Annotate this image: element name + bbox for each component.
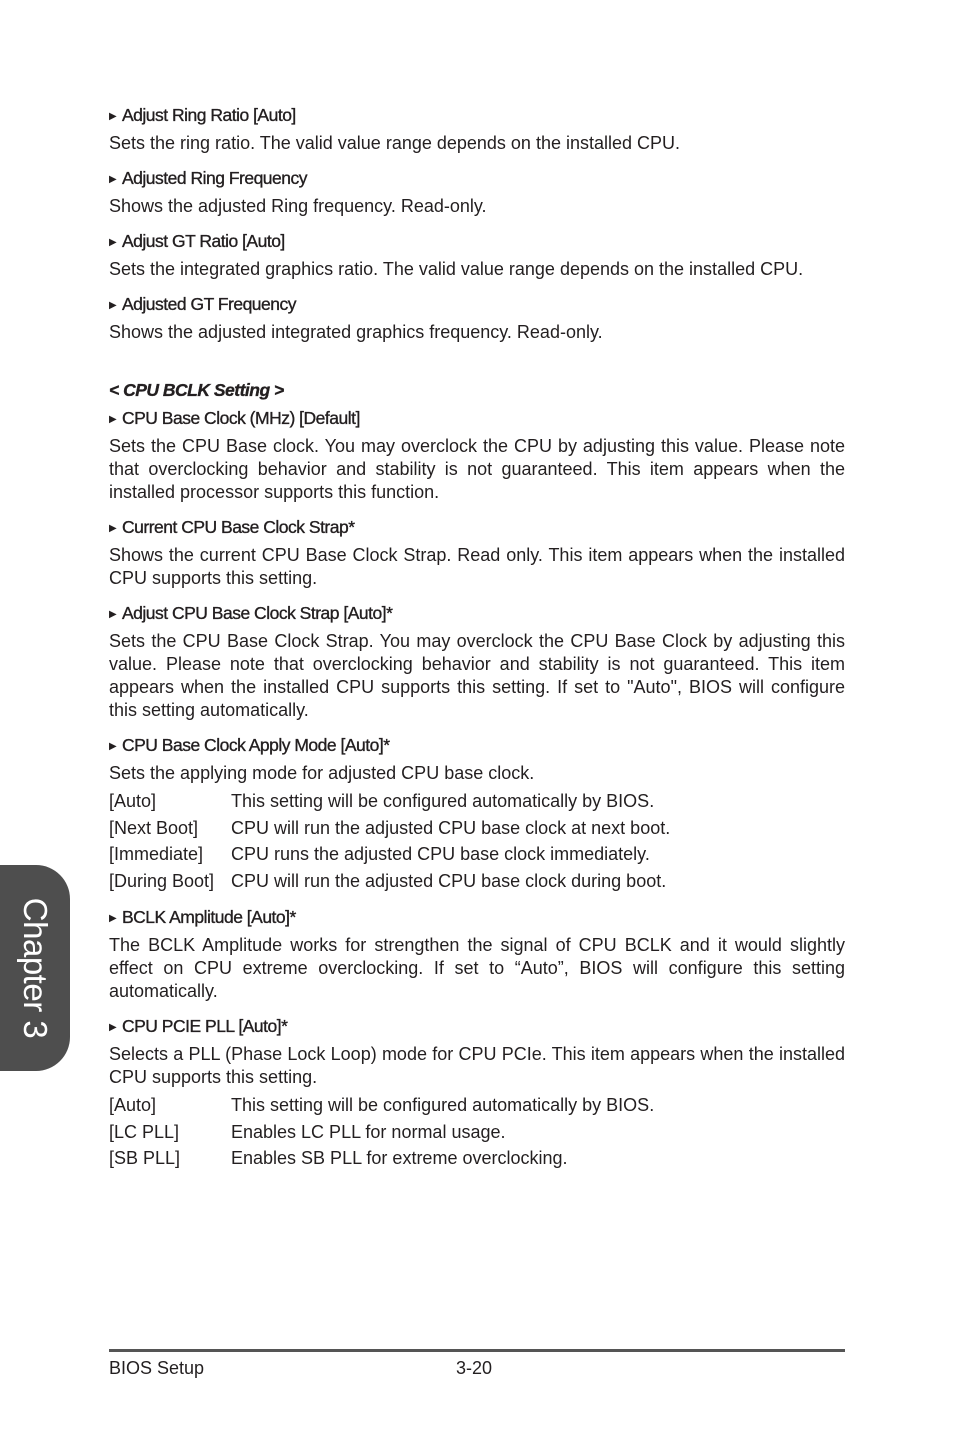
setting-title: Adjusted Ring Frequency <box>122 168 307 188</box>
setting-adjust-gt-ratio <box>109 230 845 281</box>
option-text: This setting will be configured automatically by BIOS. <box>231 791 655 811</box>
setting-title: Current CPU Base Clock Strap* <box>122 517 355 537</box>
setting-current-cpu-base-clock-strap <box>109 516 845 590</box>
setting-description: Selects a PLL (Phase Lock Loop) mode for CPU PCIe. This item appears when the installed CPU supports this setting. <box>109 1044 845 1087</box>
option-key: [SB PLL] <box>109 1148 181 1168</box>
option-key: [During Boot] <box>109 870 215 891</box>
setting-title: Adjusted GT Frequency <box>122 294 296 314</box>
option-text: CPU runs the adjusted CPU base clock immediately. <box>231 844 650 864</box>
option-text: CPU will run the adjusted CPU base clock during boot. <box>231 870 667 891</box>
setting-description: Shows the adjusted integrated graphics frequency. Read-only. <box>109 322 603 342</box>
option-text: This setting will be configured automatically by BIOS. <box>231 1095 655 1115</box>
option-table <box>109 1092 654 1172</box>
setting-title: CPU PCIE PLL [Auto]* <box>122 1016 288 1036</box>
setting-heading <box>109 293 845 317</box>
setting-heading <box>109 906 845 930</box>
triangle-bullet-icon: ▶ <box>109 111 117 122</box>
option-row <box>109 1119 654 1146</box>
setting-adjusted-ring-frequency <box>109 167 845 218</box>
footer-section-title: BIOS Setup <box>109 1358 205 1378</box>
triangle-bullet-icon: ▶ <box>109 237 117 248</box>
chapter-tab-label: Chapter 3 <box>17 897 54 1039</box>
triangle-bullet-icon: ▶ <box>109 913 117 924</box>
option-row <box>109 841 670 868</box>
setting-heading <box>109 602 845 626</box>
setting-heading <box>109 734 845 758</box>
option-row <box>109 868 670 895</box>
setting-title: Adjust CPU Base Clock Strap [Auto]* <box>122 603 393 623</box>
option-text: Enables SB PLL for extreme overclocking. <box>231 1148 568 1168</box>
setting-description: Shows the adjusted Ring frequency. Read-only. <box>109 196 487 216</box>
setting-heading <box>109 1015 845 1039</box>
setting-adjust-cpu-base-clock-strap <box>109 602 845 722</box>
setting-title: CPU Base Clock Apply Mode [Auto]* <box>122 735 390 755</box>
setting-title: Adjust Ring Ratio [Auto] <box>122 105 296 125</box>
option-key: [Next Boot] <box>109 817 199 838</box>
setting-title: Adjust GT Ratio [Auto] <box>122 231 285 251</box>
setting-heading <box>109 230 845 254</box>
setting-description: Sets the CPU Base Clock Strap. You may overclock the CPU Base Clock by adjusting this value. Please note that overclocking behavior and stability is not guaranteed. This item appears when the installed CPU supports this setting. If set to "Auto", BIOS will configure this setting automatically. <box>109 631 845 720</box>
setting-description: Sets the applying mode for adjusted CPU base clock. <box>109 763 535 783</box>
setting-description: Sets the integrated graphics ratio. The valid value range depends on the installed CPU. <box>109 259 804 279</box>
setting-heading <box>109 104 845 128</box>
option-key: [Auto] <box>109 1095 157 1115</box>
setting-cpu-base-clock-apply-mode <box>109 734 845 894</box>
setting-cpu-base-clock <box>109 407 845 504</box>
triangle-bullet-icon: ▶ <box>109 609 117 620</box>
setting-adjusted-gt-frequency <box>109 293 845 344</box>
setting-description: The BCLK Amplitude works for strengthen the signal of CPU BCLK and it would slightly effect on CPU extreme overclocking. If set to “Auto”, BIOS will configure this setting automatically. <box>109 935 845 1001</box>
footer-divider <box>109 1349 845 1352</box>
setting-heading <box>109 407 845 431</box>
triangle-bullet-icon: ▶ <box>109 523 117 534</box>
page-content <box>109 104 845 1184</box>
triangle-bullet-icon: ▶ <box>109 1022 117 1033</box>
setting-description: Sets the CPU Base clock. You may overclock the CPU by adjusting this value. Please note that overclocking behavior and stability is not guaranteed. This item appears when the installed processor supports this function. <box>109 436 845 502</box>
triangle-bullet-icon: ▶ <box>109 741 117 752</box>
triangle-bullet-icon: ▶ <box>109 300 117 311</box>
setting-bclk-amplitude <box>109 906 845 1003</box>
setting-heading <box>109 167 845 191</box>
triangle-bullet-icon: ▶ <box>109 174 117 185</box>
setting-description: Shows the current CPU Base Clock Strap. Read only. This item appears when the installed CPU supports this setting. <box>109 545 845 588</box>
option-row <box>109 1145 654 1172</box>
option-text: CPU will run the adjusted CPU base clock at next boot. <box>231 817 671 838</box>
setting-cpu-pcie-pll <box>109 1015 845 1172</box>
footer-page-number: 3-20 <box>456 1358 493 1378</box>
option-key: [LC PLL] <box>109 1121 180 1142</box>
setting-title: CPU Base Clock (MHz) [Default] <box>122 408 360 428</box>
option-text: Enables LC PLL for normal usage. <box>231 1121 506 1142</box>
chapter-tab <box>0 865 70 1071</box>
option-row <box>109 815 670 842</box>
option-row <box>109 788 670 815</box>
option-key: [Immediate] <box>109 844 204 864</box>
section-heading: < CPU BCLK Setting > <box>109 380 284 400</box>
setting-adjust-ring-ratio <box>109 104 845 155</box>
option-table <box>109 788 670 894</box>
option-row <box>109 1092 654 1119</box>
option-key: [Auto] <box>109 791 157 811</box>
setting-description: Sets the ring ratio. The valid value range depends on the installed CPU. <box>109 133 681 153</box>
triangle-bullet-icon: ▶ <box>109 414 117 425</box>
setting-heading <box>109 516 845 540</box>
setting-title: BCLK Amplitude [Auto]* <box>122 907 296 927</box>
